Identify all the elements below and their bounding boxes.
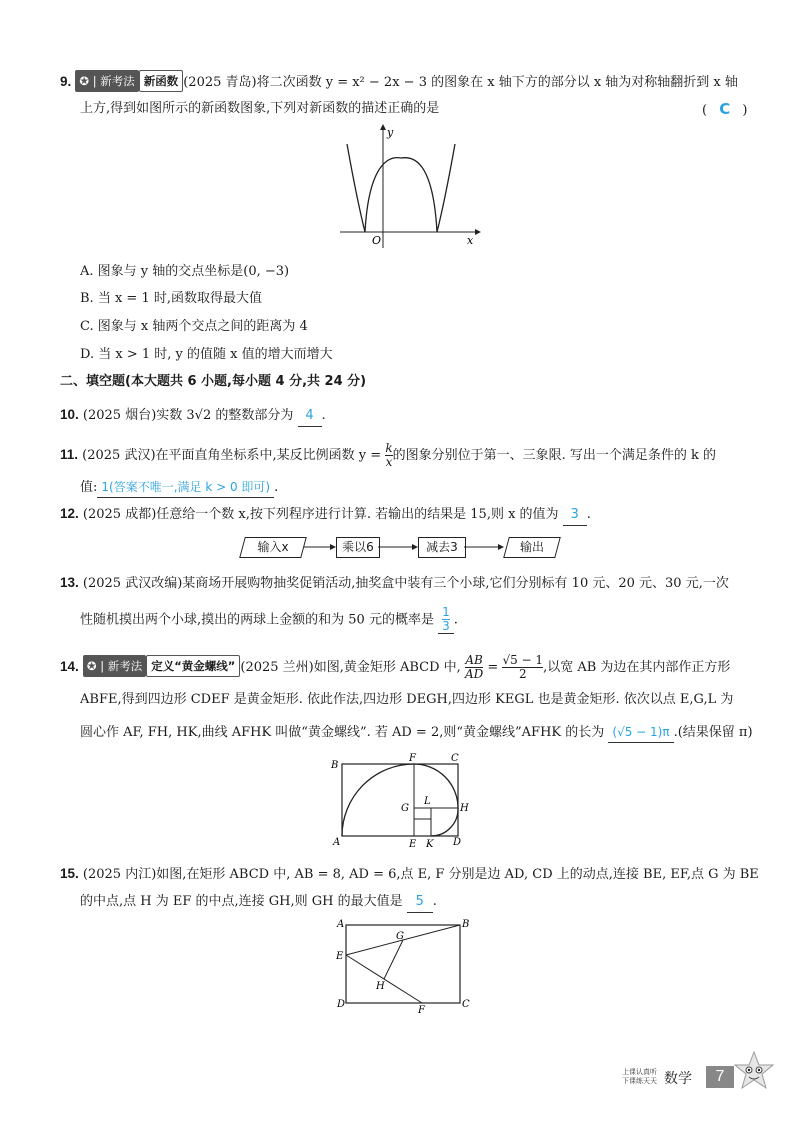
- q9-stem-line1: (2025 青岛)将二次函数 y = x² − 2x − 3 的图象在 x 轴下方的部分以 x 轴为对称轴翻折到 x 轴: [183, 75, 738, 90]
- q9-curve-left: [347, 144, 365, 232]
- q15-stem-line1: (2025 内江)如图,在矩形 ABCD 中, AB = 8, AD = 6,点 E, F 分别是边 AD, CD 上的动点,连接 BE, EF,点 G 为 BE: [82, 867, 759, 882]
- q15-period: .: [432, 894, 437, 909]
- q11-answer: 1(答案不唯一,满足 k > 0 即可): [97, 477, 274, 498]
- q14-label-d: D: [453, 837, 462, 848]
- q9-label-o: O: [372, 234, 382, 247]
- footer-page-number: 7: [706, 1066, 734, 1088]
- q13-answer-den: 3: [442, 619, 450, 633]
- q11-frac-num: k: [385, 441, 393, 455]
- q9-label-y: y: [387, 126, 394, 139]
- q14-stem-a: (2025 兰州)如图,黄金矩形 ABCD 中,: [240, 660, 461, 675]
- q13-line1: [60, 573, 729, 594]
- q13-stem-line2: 性随机摸出两个小球,摸出的两球上金额的和为 50 元的概率是: [80, 612, 434, 628]
- q15-label-e: E: [336, 951, 344, 962]
- q13-number: 13.: [60, 575, 79, 590]
- q9-option-b: B. 当 x = 1 时,函数取得最大值: [80, 291, 262, 306]
- flow-multiply-box: 乘以6: [336, 537, 380, 558]
- q15-figure: [332, 915, 472, 1015]
- q14-stem-line2: ABFE,得到四边形 CDEF 是黄金矩形. 依此作法,四边形 DEGH,四边形 KEGL 也是黄金矩形. 依次以点 E,G,L 为: [80, 692, 734, 707]
- q14-label-e: E: [409, 839, 417, 850]
- q9-option-a: A. 图象与 y 轴的交点坐标是(0, −3): [80, 264, 290, 279]
- q12-number: 12.: [60, 506, 79, 521]
- q11-stem-b: 的图象分别位于第一、三象限. 写出一个满足条件的 k 的: [392, 448, 717, 463]
- q11-value-label: 值:: [80, 480, 98, 495]
- q15-label-c: C: [462, 999, 470, 1010]
- q14-stem-b: ,以宽 AB 为边在其内部作正方形: [543, 660, 731, 675]
- q15-line-gh: [384, 940, 403, 979]
- q12-period: .: [586, 507, 591, 522]
- q12-answer: 3: [563, 505, 587, 526]
- q15-label-a: A: [337, 919, 345, 930]
- q9-curve-right: [437, 144, 455, 232]
- q9-x-arrow: [475, 229, 481, 235]
- q9-tag-topic: 新函数: [139, 70, 184, 92]
- q13-period: .: [453, 612, 458, 628]
- footer-star-mascot-icon: [734, 1050, 774, 1094]
- q14-line1: [60, 654, 730, 681]
- q14-frac2-num: √5 − 1: [502, 653, 544, 667]
- q14-stem-line3-end: .(结果保留 π): [673, 725, 753, 740]
- footer-subject: 数学: [664, 1071, 692, 1087]
- q13-answer: [438, 606, 454, 634]
- q11-fraction: [385, 442, 392, 469]
- q10-period: .: [321, 408, 326, 423]
- q9-graph: [335, 120, 485, 250]
- q15-answer: 5: [407, 892, 433, 913]
- q15-line2: [80, 892, 437, 913]
- q13-stem-line1: (2025 武汉改编)某商场开展购物抽奖促销活动,抽奖盒中装有三个小球,它们分别标有 10 元、20 元、30 元,一次: [82, 576, 729, 591]
- q12: [60, 504, 591, 526]
- q14-frac1-num: AB: [465, 653, 483, 667]
- q14-stem-line3: 圆心作 AF, FH, HK,曲线 AFHK 叫做“黄金螺线”. 若 AD = 2,则“黄金螺线”AFHK 的长为: [80, 725, 605, 740]
- q15-label-f: F: [418, 1005, 425, 1015]
- flow-output-label: 输出: [519, 540, 544, 554]
- q13-line2: [80, 606, 458, 634]
- q9-option-c: C. 图象与 x 轴两个交点之间的距离为 4: [80, 319, 308, 334]
- footer-slogan-line2: 下课练天天: [622, 1077, 657, 1085]
- q11-number: 11.: [60, 447, 79, 462]
- q14-label-h: H: [460, 803, 469, 814]
- flow-subtract-box: 减去3: [418, 537, 466, 558]
- footer-slogan-line1: 上课认真听: [622, 1068, 657, 1076]
- q9-curve-arch: [365, 158, 437, 232]
- q11-line2: [80, 477, 278, 498]
- q9-line1: [60, 70, 738, 93]
- q9-bracket-close: ): [742, 103, 748, 118]
- footer-slogan: [622, 1068, 657, 1086]
- q14-equals: =: [487, 660, 499, 675]
- q14-number: 14.: [60, 659, 79, 674]
- q9-number: 9.: [60, 74, 72, 89]
- q14-label-a: A: [333, 837, 341, 848]
- flow-output-box: [503, 537, 561, 558]
- q14-label-l: L: [424, 796, 431, 807]
- q14-fraction-ab-ad: [465, 654, 483, 681]
- q15-line1: [60, 864, 759, 885]
- q13-answer-num: 1: [442, 605, 450, 619]
- q14-tag-new-method: ✪ | 新考法: [83, 655, 146, 677]
- q9-option-d: D. 当 x > 1 时, y 的值随 x 值的增大而增大: [80, 347, 333, 362]
- q9-tag-new-method: ✪ | 新考法: [75, 70, 138, 92]
- flow-input-box: [239, 537, 307, 558]
- q15-number: 15.: [60, 866, 79, 881]
- q11-frac-den: x: [385, 455, 393, 469]
- q15-label-d: D: [337, 999, 346, 1010]
- q14-label-g: G: [401, 803, 409, 814]
- q11-period: .: [274, 480, 279, 495]
- q9-bracket-open: (: [702, 103, 708, 118]
- q9-stem-line2: 上方,得到如图所示的新函数图象,下列对新函数的描述正确的是: [80, 101, 440, 116]
- q14-rect-abcd: [342, 764, 458, 836]
- section-fill-in-heading: 二、填空题(本大题共 6 小题,每小题 4 分,共 24 分): [60, 374, 367, 389]
- q10: [60, 405, 326, 427]
- flow-arrowhead-3: [498, 544, 504, 550]
- q11-line1: [60, 442, 716, 469]
- q15-label-g: G: [396, 931, 404, 942]
- q14-answer: (√5 − 1)π: [608, 722, 673, 743]
- q14-figure: [325, 750, 470, 850]
- flow-input-label: 输入x: [257, 540, 289, 554]
- q9-answer: C: [719, 100, 731, 118]
- q14-fraction-golden: [502, 654, 543, 681]
- q10-stem: (2025 烟台)实数 3√2 的整数部分为: [82, 408, 294, 423]
- q14-label-c: C: [451, 753, 459, 764]
- q9-answer-bracket: [702, 99, 747, 121]
- q14-tag-topic: 定义“黄金螺线”: [146, 655, 240, 677]
- q14-frac2-den: 2: [518, 667, 527, 681]
- q14-frac1-den: AD: [464, 667, 484, 681]
- q14-golden-spiral: [342, 764, 458, 836]
- q11-stem-a: (2025 武汉)在平面直角坐标系中,某反比例函数 y =: [82, 448, 382, 463]
- q14-label-k: K: [426, 839, 434, 850]
- q14-label-f: F: [409, 753, 416, 764]
- q14-line3: [80, 722, 753, 743]
- q15-label-h: H: [376, 981, 385, 992]
- q9-label-x: x: [467, 234, 474, 247]
- q12-stem: (2025 成都)任意给一个数 x,按下列程序进行计算. 若输出的结果是 15,则 x 的值为: [82, 507, 559, 522]
- q10-answer: 4: [298, 406, 322, 427]
- q15-label-b: B: [462, 919, 470, 930]
- q10-number: 10.: [60, 407, 79, 422]
- q9-y-arrow: [380, 124, 386, 130]
- q15-stem-line2: 的中点,点 H 为 EF 的中点,连接 GH,则 GH 的最大值是: [80, 894, 403, 909]
- q14-label-b: B: [331, 760, 339, 771]
